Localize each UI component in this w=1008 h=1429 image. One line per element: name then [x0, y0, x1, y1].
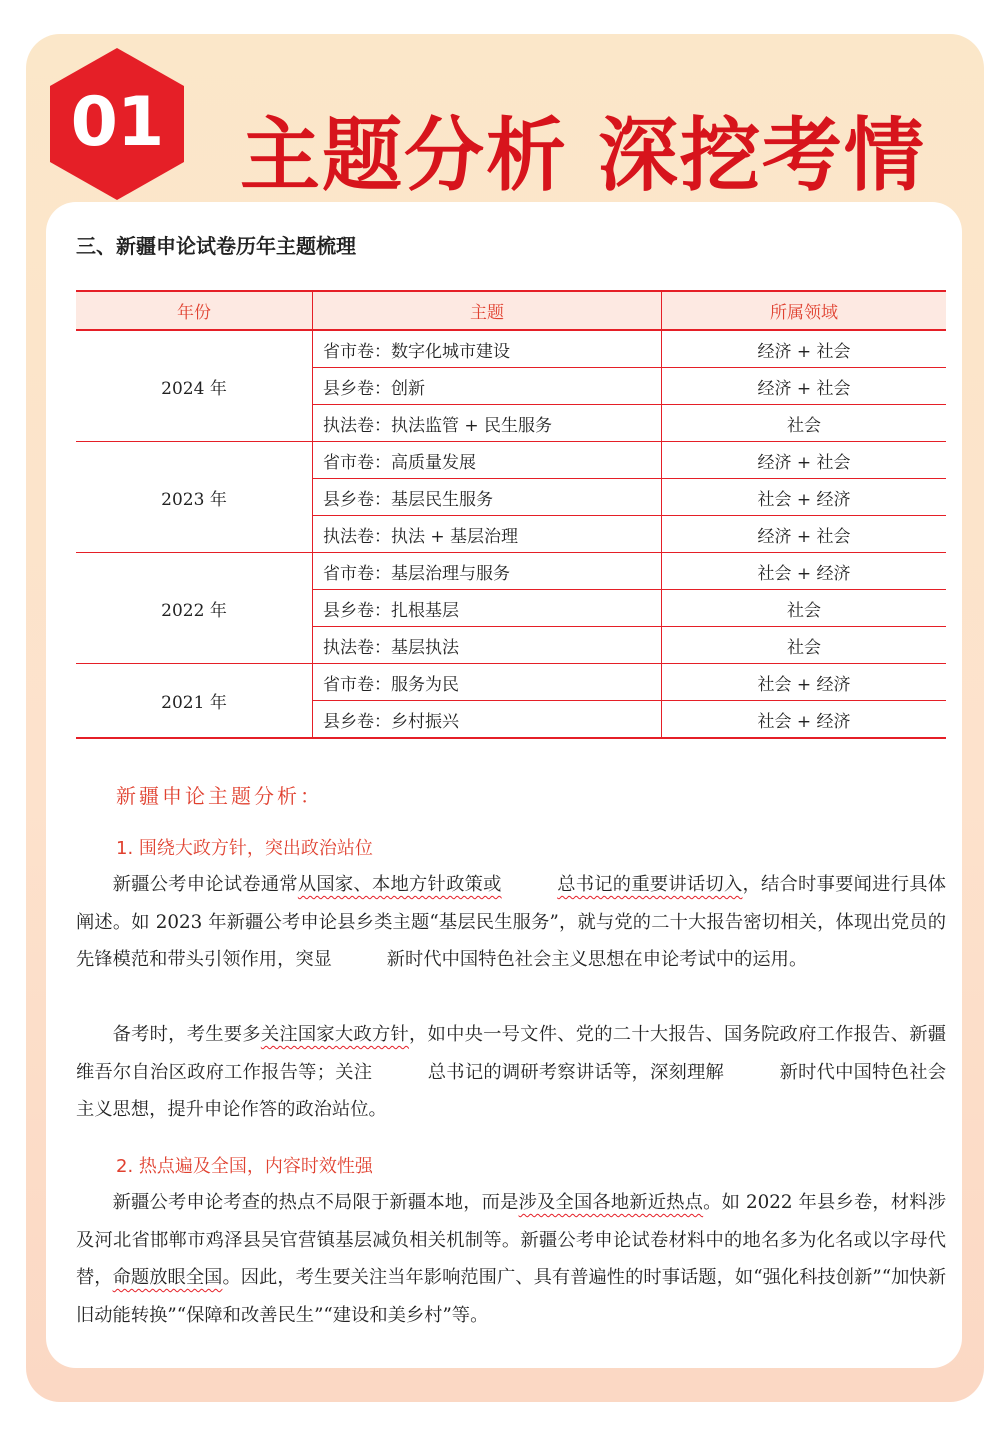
topic-cell: 省市卷：服务为民	[313, 664, 662, 701]
content-card	[46, 202, 962, 1368]
topic-cell: 县乡卷：基层民生服务	[313, 479, 662, 516]
field-cell: 经济 + 社会	[662, 516, 947, 553]
table-row	[76, 330, 946, 368]
header-year: 年份	[76, 291, 313, 330]
emphasis-text: 总书记的重要讲话切入	[557, 874, 743, 895]
text-span: 新疆公考申论考查的热点不局限于新疆本地，而是	[112, 1192, 519, 1213]
year-cell: 2022 年	[76, 553, 313, 664]
text-span: 备考时，考生要多	[112, 1024, 261, 1045]
year-cell: 2023 年	[76, 442, 313, 553]
text-span	[502, 874, 558, 895]
text-span: ，如中央一号文件、党的二十大报告、国务院政府工作报告、新疆维吾尔自治区政府工作报告等；关注 总书记的调研考察讲话等，深刻理解 新时代中国特色社会主义思想，提升申论作答的政治站位。	[76, 1024, 947, 1120]
field-cell: 社会	[662, 405, 947, 442]
table-header-row	[76, 291, 946, 330]
header-topic: 主题	[313, 291, 662, 330]
page-title: 主题分析 深挖考情	[240, 109, 926, 202]
topic-cell: 省市卷：基层治理与服务	[313, 553, 662, 590]
topic-cell: 执法卷：基层执法	[313, 627, 662, 664]
topic-cell: 县乡卷：扎根基层	[313, 590, 662, 627]
field-cell: 社会 + 经济	[662, 553, 947, 590]
text-span: 新疆公考申论试卷通常	[112, 874, 298, 895]
field-cell: 经济 + 社会	[662, 330, 947, 368]
year-cell: 2024 年	[76, 330, 313, 442]
field-cell: 社会	[662, 627, 947, 664]
header-field: 所属领域	[662, 291, 947, 330]
table-row	[76, 553, 946, 590]
field-cell: 经济 + 社会	[662, 442, 947, 479]
text-span: 。如 2022 年县乡卷，材料涉及河北省邯郸市鸡泽县吴官营镇基层减负相关机制等。新疆公考申论试卷材料中的地名多为化名或以字母代替，	[76, 1192, 947, 1288]
topic-cell: 省市卷：高质量发展	[313, 442, 662, 479]
year-cell: 2021 年	[76, 664, 313, 739]
point2-paragraph1	[76, 1184, 946, 1334]
topic-cell: 省市卷：数字化城市建设	[313, 330, 662, 368]
topic-cell: 执法卷：执法监管 + 民生服务	[313, 405, 662, 442]
section-title: 三、新疆申论试卷历年主题梳理	[76, 234, 356, 258]
emphasis-text: 涉及全国各地新近热点	[518, 1192, 704, 1213]
themes-table	[76, 290, 946, 739]
emphasis-text: 命题放眼全国	[112, 1267, 223, 1288]
emphasis-text: 关注国家大政方针	[260, 1024, 410, 1045]
emphasis-text: 从国家、本地方针政策或	[297, 874, 502, 895]
text-span: ，结合时事要闻进行具体阐述。如 2023 年新疆公考申论县乡类主题“基层民生服务”，就与党的二十大报告密切相关，体现出党员的先锋模范和带头引领作用，突显 新时代中国特色社会主义思想在申论考试中的运用。	[76, 874, 947, 970]
table-row	[76, 664, 946, 701]
badge-number: 01	[70, 83, 164, 162]
text-span: 。因此，考生要关注当年影响范围广、具有普遍性的时事话题，如“强化科技创新”“加快新旧动能转换”“保障和改善民生”“建设和美乡村”等。	[76, 1267, 947, 1326]
point1-paragraph1	[76, 866, 946, 979]
table-row	[76, 442, 946, 479]
topic-cell: 县乡卷：乡村振兴	[313, 701, 662, 739]
number-badge	[50, 48, 184, 200]
field-cell: 经济 + 社会	[662, 368, 947, 405]
field-cell: 社会 + 经济	[662, 701, 947, 739]
topic-cell: 县乡卷：创新	[313, 368, 662, 405]
field-cell: 社会 + 经济	[662, 664, 947, 701]
field-cell: 社会 + 经济	[662, 479, 947, 516]
topic-cell: 执法卷：执法 + 基层治理	[313, 516, 662, 553]
field-cell: 社会	[662, 590, 947, 627]
point1-paragraph2	[76, 1016, 946, 1129]
point1-title: 1. 围绕大政方针，突出政治站位	[116, 838, 373, 859]
analysis-title: 新疆申论主题分析：	[116, 784, 323, 808]
point2-title: 2. 热点遍及全国，内容时效性强	[116, 1156, 373, 1177]
